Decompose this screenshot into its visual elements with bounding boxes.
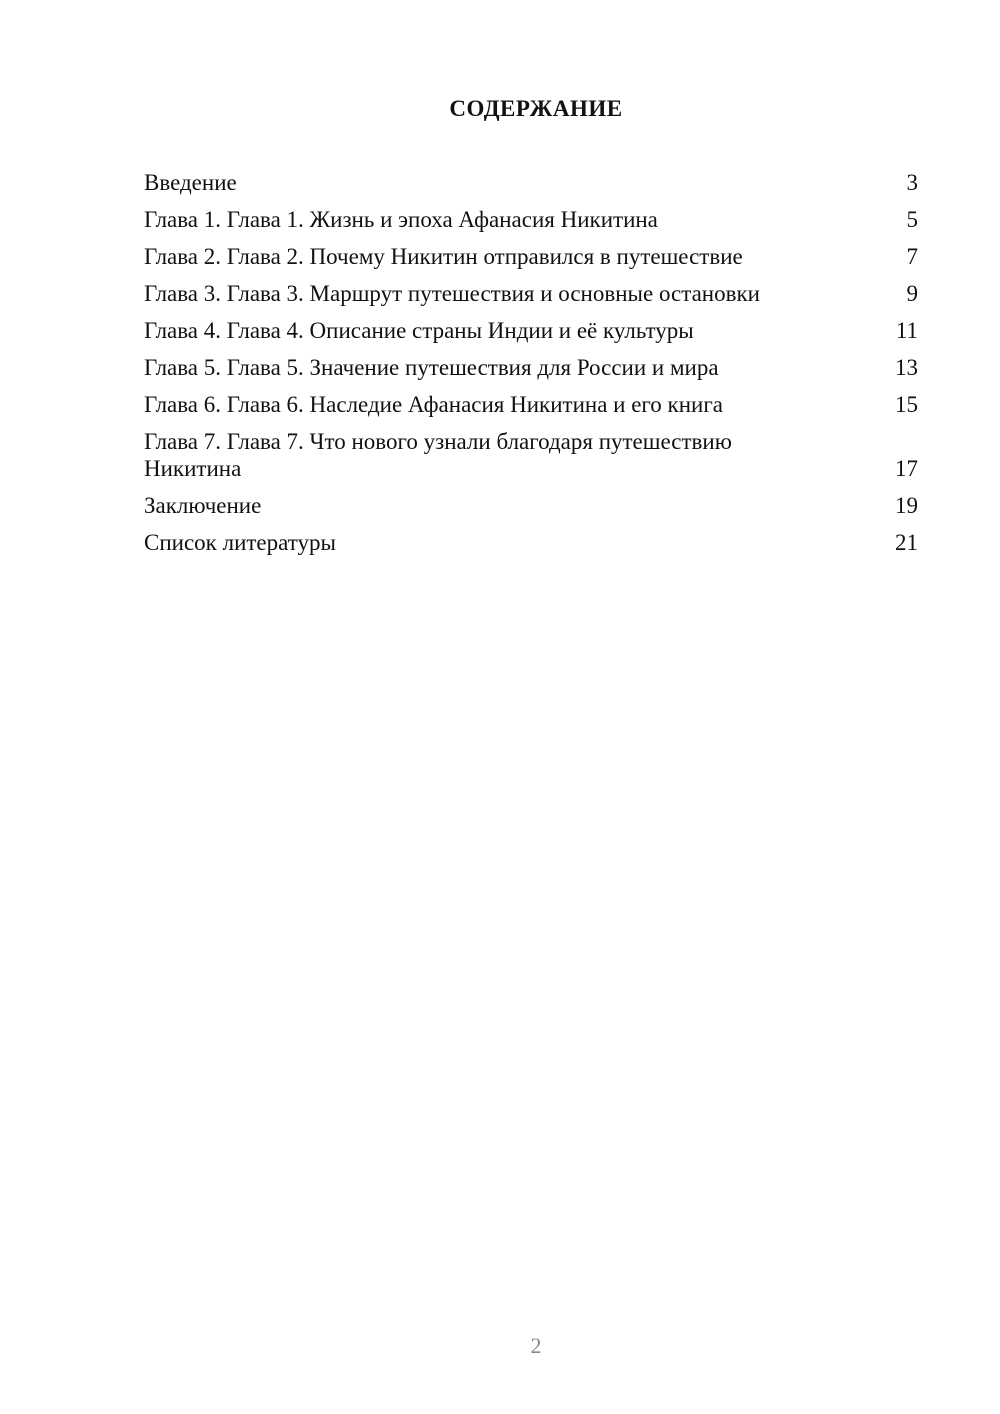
toc-entry-page: 15 bbox=[895, 392, 918, 417]
toc-entry-page: 11 bbox=[895, 318, 918, 343]
toc-entry bbox=[144, 354, 918, 381]
toc-entry bbox=[144, 206, 918, 233]
page-title: СОДЕРЖАНИЕ bbox=[449, 96, 623, 121]
toc-entry-page: 13 bbox=[895, 355, 918, 380]
toc-entry bbox=[144, 169, 918, 196]
toc-entry-title: Глава 3. Глава 3. Маршрут путешествия и основные остановки bbox=[144, 281, 760, 306]
toc-entry-page: 17 bbox=[895, 456, 918, 481]
toc-entry bbox=[144, 492, 918, 519]
toc-entry bbox=[144, 529, 918, 556]
toc-entry-page: 21 bbox=[895, 530, 918, 555]
toc-entry bbox=[144, 428, 918, 482]
toc-entry-page: 7 bbox=[906, 244, 918, 269]
toc-entry bbox=[144, 243, 918, 270]
toc-entry bbox=[144, 280, 918, 307]
toc-entry-page: 9 bbox=[906, 281, 918, 306]
toc-entry-title: Глава 6. Глава 6. Наследие Афанасия Никитина и его книга bbox=[144, 392, 723, 417]
toc-entry-title: Глава 2. Глава 2. Почему Никитин отправился в путешествие bbox=[144, 244, 743, 269]
toc-entry bbox=[144, 391, 918, 418]
toc-entry-title: Глава 5. Глава 5. Значение путешествия для России и мира bbox=[144, 355, 719, 380]
toc-entry-title: Введение bbox=[144, 170, 237, 195]
toc-entry-page: 3 bbox=[906, 170, 918, 195]
toc-entry-page: 19 bbox=[895, 493, 918, 518]
toc-entry bbox=[144, 317, 918, 344]
toc-entry-title: Глава 4. Глава 4. Описание страны Индии и её культуры bbox=[144, 318, 694, 343]
table-of-contents bbox=[144, 169, 918, 566]
toc-entry-title: Глава 7. Глава 7. Что нового узнали благодаря путешествию Никитина bbox=[144, 429, 732, 481]
toc-entry-title: Глава 1. Глава 1. Жизнь и эпоха Афанасия Никитина bbox=[144, 207, 658, 232]
page-number: 2 bbox=[530, 1333, 542, 1358]
toc-entry-title: Заключение bbox=[144, 493, 262, 518]
toc-entry-page: 5 bbox=[906, 207, 918, 232]
toc-entry-title: Список литературы bbox=[144, 530, 336, 555]
